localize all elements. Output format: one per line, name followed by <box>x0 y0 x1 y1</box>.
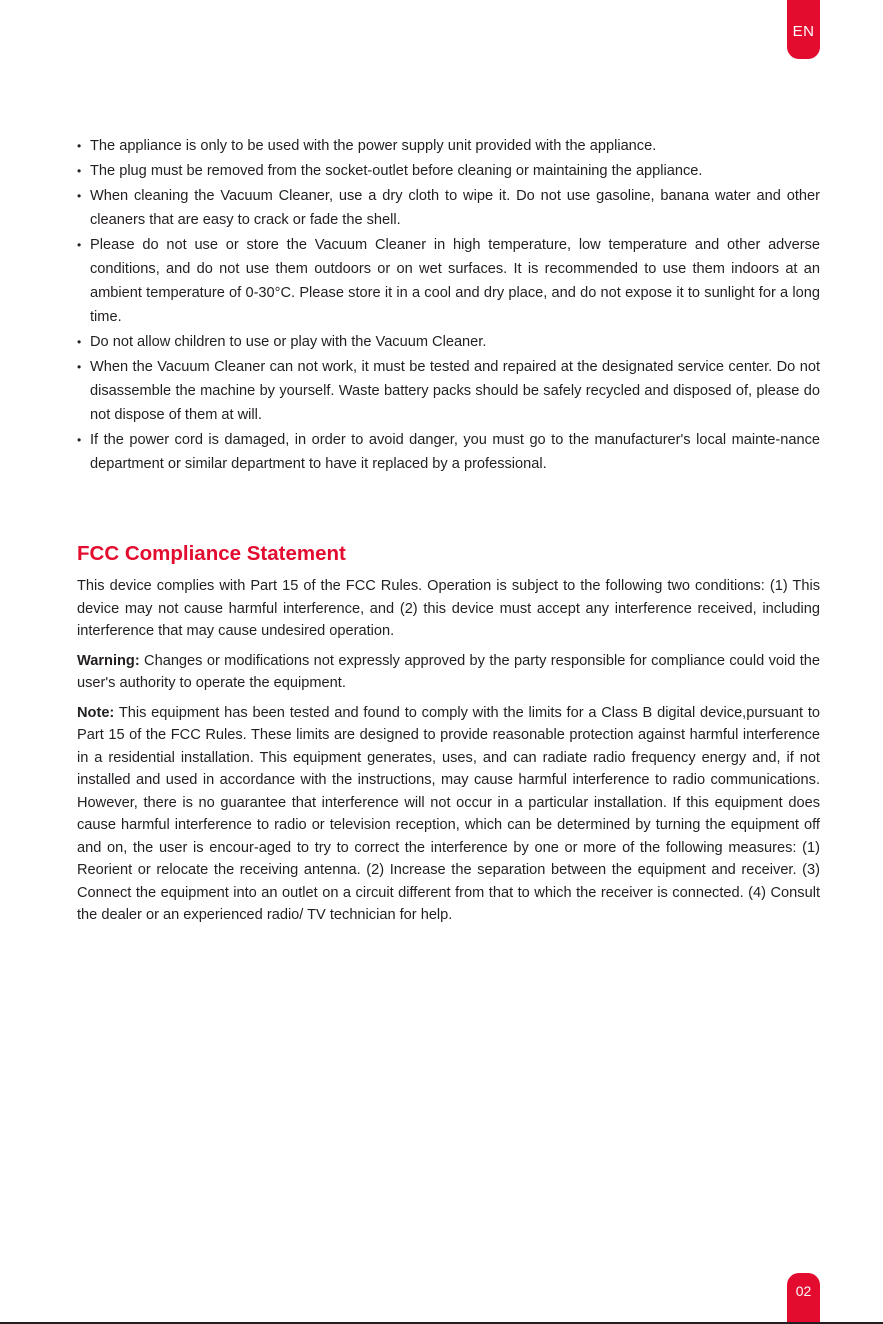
list-item: • The plug must be removed from the socket-outlet before cleaning or maintaining the appliance. <box>77 159 820 183</box>
warning-label: Warning: <box>77 652 140 669</box>
list-item: • Do not allow children to use or play with the Vacuum Cleaner. <box>77 330 820 354</box>
fcc-statement-body <box>77 575 820 934</box>
list-item: • Please do not use or store the Vacuum Cleaner in high temperature, low temperature and other adverse conditions, and do not use them outdoors or on wet surfaces. It is recommended to use them indoors at an ambient temperature of 0-30°C. Please store it in a cool and dry place, and do not expose it to sunlight for a long time. <box>77 233 820 329</box>
warning-text: Changes or modifications not expressly approved by the party responsible for compliance could void the user's authority to operate the equipment. <box>77 652 820 691</box>
language-tab: EN <box>787 0 820 59</box>
safety-instructions-list <box>77 134 820 477</box>
list-item: • If the power cord is damaged, in order to avoid danger, you must go to the manufacturer's local mainte-nance department or similar department to have it replaced by a professional. <box>77 428 820 476</box>
list-item: • When the Vacuum Cleaner can not work, it must be tested and repaired at the designated service center. Do not disassemble the machine by yourself. Waste battery packs should be safely recycled and disposed of, please do not dispose of them at will. <box>77 355 820 427</box>
list-item: • The appliance is only to be used with the power supply unit provided with the appliance. <box>77 134 820 158</box>
fcc-section-title: FCC Compliance Statement <box>77 542 346 565</box>
fcc-warning-paragraph <box>77 650 820 695</box>
note-text: This equipment has been tested and found to comply with the limits for a Class B digital device,pursuant to Part 15 of the FCC Rules. These limits are designed to provide reasonable protection against harmful interference in a residential installation. This equipment generates, uses, and can radiate radio frequency energy and, if not installed and used in accordance with the instructions, may cause harmful interference to radio communications. However, there is no guarantee that interference will not occur in a particular installation. If this equipment does cause harmful interference to radio or television reception, which can be determined by turning the equipment off and on, the user is encour-aged to try to correct the interference by one or more of the following measures: (1) Reorient or relocate the receiving antenna. (2) Increase the separation between the equipment and receiver. (3) Connect the equipment into an outlet on a circuit different from that to which the receiver is connected. (4) Consult the dealer or an experienced radio/ TV technician for help. <box>77 704 820 923</box>
note-label: Note: <box>77 704 115 721</box>
fcc-intro-paragraph: This device complies with Part 15 of the FCC Rules. Operation is subject to the following two conditions: (1) This device may not cause harmful interference, and (2) this device must accept any interference received, including interference that may cause undesired operation. <box>77 578 820 639</box>
list-item: • When cleaning the Vacuum Cleaner, use a dry cloth to wipe it. Do not use gasoline, banana water and other cleaners that are easy to crack or fade the shell. <box>77 184 820 232</box>
page-number-tab: 02 <box>787 1273 820 1324</box>
fcc-note-paragraph <box>77 702 820 927</box>
